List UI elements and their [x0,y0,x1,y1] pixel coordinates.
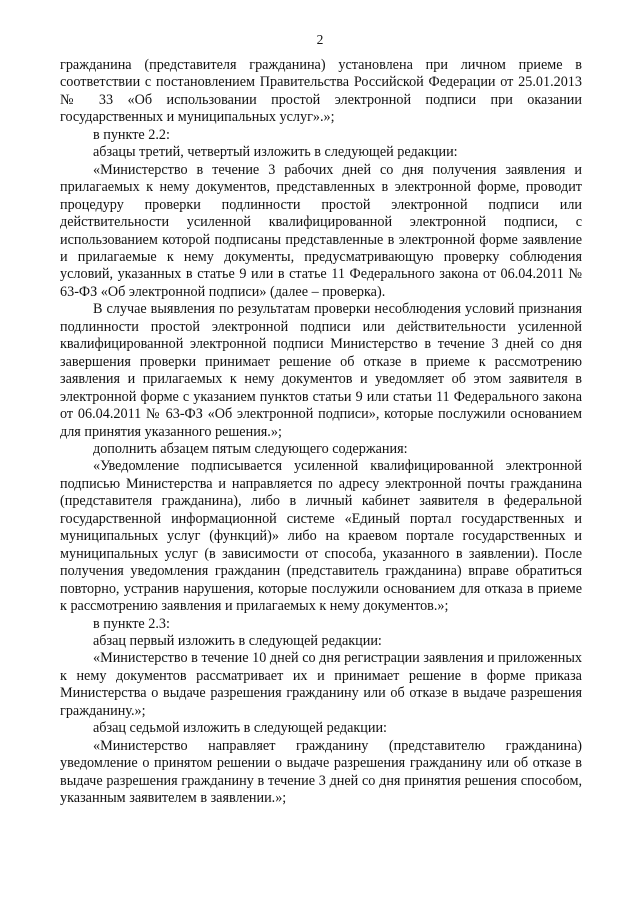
paragraph-instruction-7: абзац седьмой изложить в следующей редакции: [93,720,388,737]
paragraph-continuation: гражданина (представителя гражданина) установлена при личном приеме в соответствии с постановлением Правительства Российской Федерации от 25.01.2013 № 33 «Об использовании простой электронной подписи при оказании государственных и муниципальных услуг».»; [60,57,582,126]
paragraph-decision-notice: «Министерство направляет гражданину (представителю гражданина) уведомление о принятом решении о выдаче разрешения гражданину или об отказе в выдаче разрешения гражданину в течение 3 дней со дня принятия решения способом, указанным заявителем в заявлении.»; [60,737,582,807]
paragraph-instruction-1: абзац первый изложить в следующей редакции: [93,632,382,649]
paragraph-instruction-add-5: дополнить абзацем пятым следующего содержания: [93,440,408,457]
paragraph-clause-2-2: в пункте 2.2: [93,126,170,143]
paragraph-decision-term: «Министерство в течение 10 дней со дня регистрации заявления и приложенных к нему документов рассматривает их и принимает решение в форме приказа Министерства о выдаче разрешения гражданину или об отказе в выдаче разрешения гражданину.»; [60,650,582,719]
document-body [60,57,582,807]
paragraph-refusal-case: В случае выявления по результатам проверки несоблюдения условий признания подлинности простой электронной подписи или действительности усиленной квалифицированной электронной подписи Министерство в течение 3 дней со дня завершения проверки принимает решение об отказе в приеме к рассмотрению заявления и прилагаемых к нему документов и уведомляет об этом заявителя в электронной форме с указанием пунктов статьи 9 или статьи 11 Федерального закона от 06.04.2011 № 63-ФЗ «Об электронной подписи», которые послужили основанием для принятия указанного решения.»; [60,301,582,440]
paragraph-verification-procedure: «Министерство в течение 3 рабочих дней со дня получения заявления и прилагаемых к нему документов, представленных в электронной форме, проводит процедуру проверки подлинности простой электронной подписи или действительности усиленной квалифицированной электронной подписи, с использованием которой подписаны представленные в электронной форме заявление и прилагаемые к нему документы, предусматривающую проверку соблюдения условий, указанных в статье 9 или в статье 11 Федерального закона от 06.04.2011 № 63-ФЗ «Об электронной подписи» (далее – проверка). [60,161,582,300]
paragraph-instruction-3-4: абзацы третий, четвертый изложить в следующей редакции: [93,144,458,161]
paragraph-clause-2-3: в пункте 2.3: [93,615,170,632]
paragraph-notification: «Уведомление подписывается усиленной квалифицированной электронной подписью Министерства и направляется по адресу электронной почты гражданина (представителя гражданина), либо в личный кабинет заявителя в федеральной государственной информационной системе «Единый портал государственных и муниципальных услуг (функций)» либо на краевом портале государственных и муниципальных услуг (в зависимости от способа, указанного в заявлении). После получения уведомления гражданин (представитель гражданина) вправе обратиться повторно, устранив нарушения, которые послужили основанием для отказа в приеме к рассмотрению заявления и прилагаемых к нему документов.»; [60,458,582,615]
page-number: 2 [316,32,324,47]
